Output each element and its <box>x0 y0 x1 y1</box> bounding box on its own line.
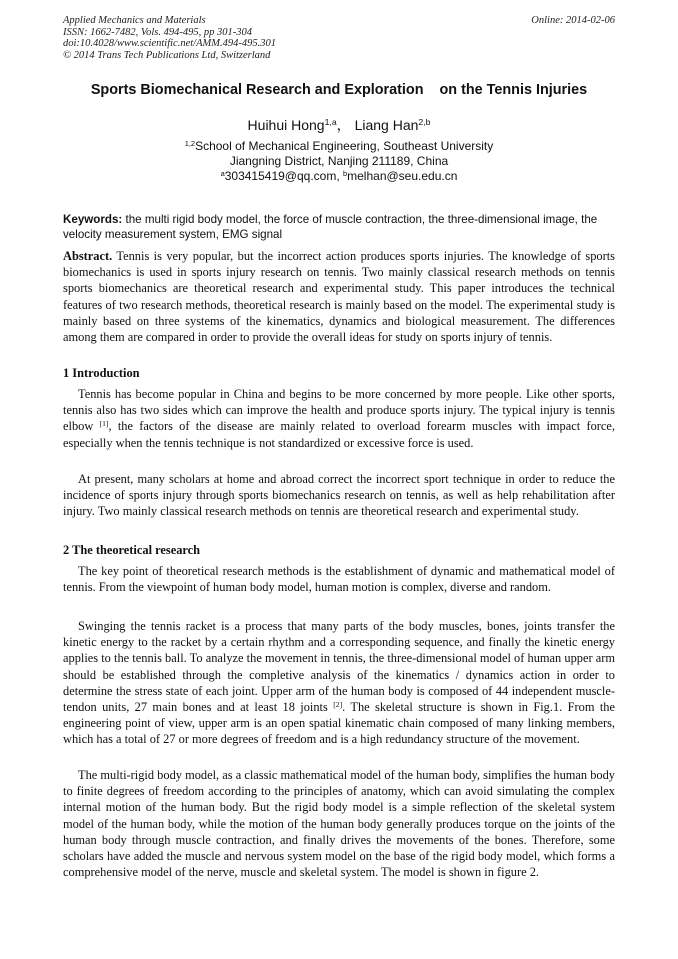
citation[interactable]: [2] <box>333 699 343 709</box>
affiliation-block <box>40 139 638 184</box>
online-date: Online: 2014-02-06 <box>531 15 615 26</box>
abstract-label: Abstract. <box>63 249 113 263</box>
journal-header <box>63 15 615 61</box>
author-line <box>40 115 638 135</box>
paragraph-text: Swinging the tennis racket is a process that many parts of the body muscles, bones, joints transfer the kinetic energy to the racket by a certain rhythm and a corresponding sequence, and finally the kinetic energy applies to the tennis ball. To analyze the movement in tennis, the three-dimensional model of human upper arm should be established through the completive analysis of the kinematics / dynamics action in order to determine the stress state of each joint. Upper arm of the human body is composed of 44 independent muscle-tendon units, 27 main bones and at least 18 joints <box>63 619 615 715</box>
email-line <box>40 169 638 184</box>
doi-line[interactable]: doi:10.4028/www.scientific.net/AMM.494-495.301 <box>63 38 276 49</box>
paragraph: The multi-rigid body model, as a classic mathematical model of the human body, simplifies the human body to finite degrees of freedom according to the principles of anatomy, which can avoid simulating the complex internal motion of the human body. But the rigid body model is a simple reflection of the skeletal system model of the human body, while the motion of the human body generally produces torque on the joints of the human body through muscle contraction, and finally drives the movements of the bones. Therefore, some scholars have added the muscle and nervous system model on the base of the rigid body model, which forms a comprehensive model of the nerve, muscle and skeletal system. The model is shown in figure 2. <box>63 768 615 880</box>
author-name: Liang Han <box>354 117 419 133</box>
abstract <box>63 248 615 345</box>
paragraph-text: . The skeletal structure is shown in Fig.1. From the engineering point of view, upper arm is an open spatial kinematic chain composed of many linking members, which has a total of 27 or more degrees of freedom and is a high redundancy structure of the movement. <box>63 700 615 747</box>
author-affil-sup: 2,b <box>418 117 431 128</box>
affiliation-text: School of Mechanical Engineering, Southeast University <box>195 139 494 153</box>
paragraph: The key point of theoretical research methods is the establishment of dynamic and mathematical model of tennis. From the viewpoint of human body model, human motion is complex, diverse and random. <box>63 564 615 595</box>
paragraph <box>63 386 615 451</box>
keywords-text: the multi rigid body model, the force of muscle contraction, the three-dimensional image, the velocity measurement system, EMG signal <box>63 213 598 241</box>
copyright-line: © 2014 Trans Tech Publications Ltd, Switzerland <box>63 49 271 61</box>
section-heading: 2 The theoretical research <box>63 543 201 557</box>
author-separator: ， <box>336 117 351 133</box>
abstract-text: Tennis is very popular, but the incorrect action produces sports injuries. The knowledge of sports biomechanics is used in sports injury research on tennis. Two mainly classical research methods on tennis sports biomechanics are theoretical research and experimental study. This paper introduces the technical features of two research methods, theoretical research is mainly based on the model. The experimental study is mainly based on three systems of the kinematics, dynamics and biological measurement. The differences among them are compared in order to provide the overall ideas for study on sports injury of tennis. <box>63 249 615 345</box>
paragraph-text: Tennis has become popular in China and begins to be more concerned by more people. Like other sports, tennis also has two sides which can improve the health and produce sports injury. The typical injury is tennis elbow <box>63 387 615 434</box>
email-sup: b <box>343 168 348 178</box>
email-link[interactable]: melhan@seu.edu.cn <box>347 169 458 183</box>
keywords <box>63 212 615 242</box>
email-link[interactable]: 303415419@qq.com, <box>224 169 343 183</box>
author-name: Huihui Hong <box>247 117 325 133</box>
paragraph <box>63 618 615 748</box>
affiliation-address: Jiangning District, Nanjing 211189, China <box>229 154 449 168</box>
citation[interactable]: [1] <box>99 419 109 429</box>
paper-title: Sports Biomechanical Research and Exploration on the Tennis Injuries <box>90 82 588 98</box>
issn-line: ISSN: 1662-7482, Vols. 494-495, pp 301-304 <box>63 26 252 38</box>
section-heading: 1 Introduction <box>63 366 140 380</box>
affiliation-sup: 1,2 <box>184 138 196 148</box>
email-sup: a <box>220 168 225 178</box>
keywords-label: Keywords: <box>63 213 123 226</box>
affiliation-line <box>40 139 638 154</box>
paragraph: At present, many scholars at home and abroad correct the incorrect sport technique in order to reduce the incidence of sports injury through sports biomechanics research on tennis, as well as help rehabilitation after injury. Two mainly classical research methods on tennis are theoretical research and experimental study. <box>63 472 615 519</box>
author-affil-sup: 1,a <box>324 117 337 128</box>
journal-name: Applied Mechanics and Materials <box>63 15 206 26</box>
paragraph-text: , the factors of the disease are mainly related to overload forearm muscles with impact force, especially when the tennis technique is not standardized or excessive force is used. <box>63 419 615 450</box>
